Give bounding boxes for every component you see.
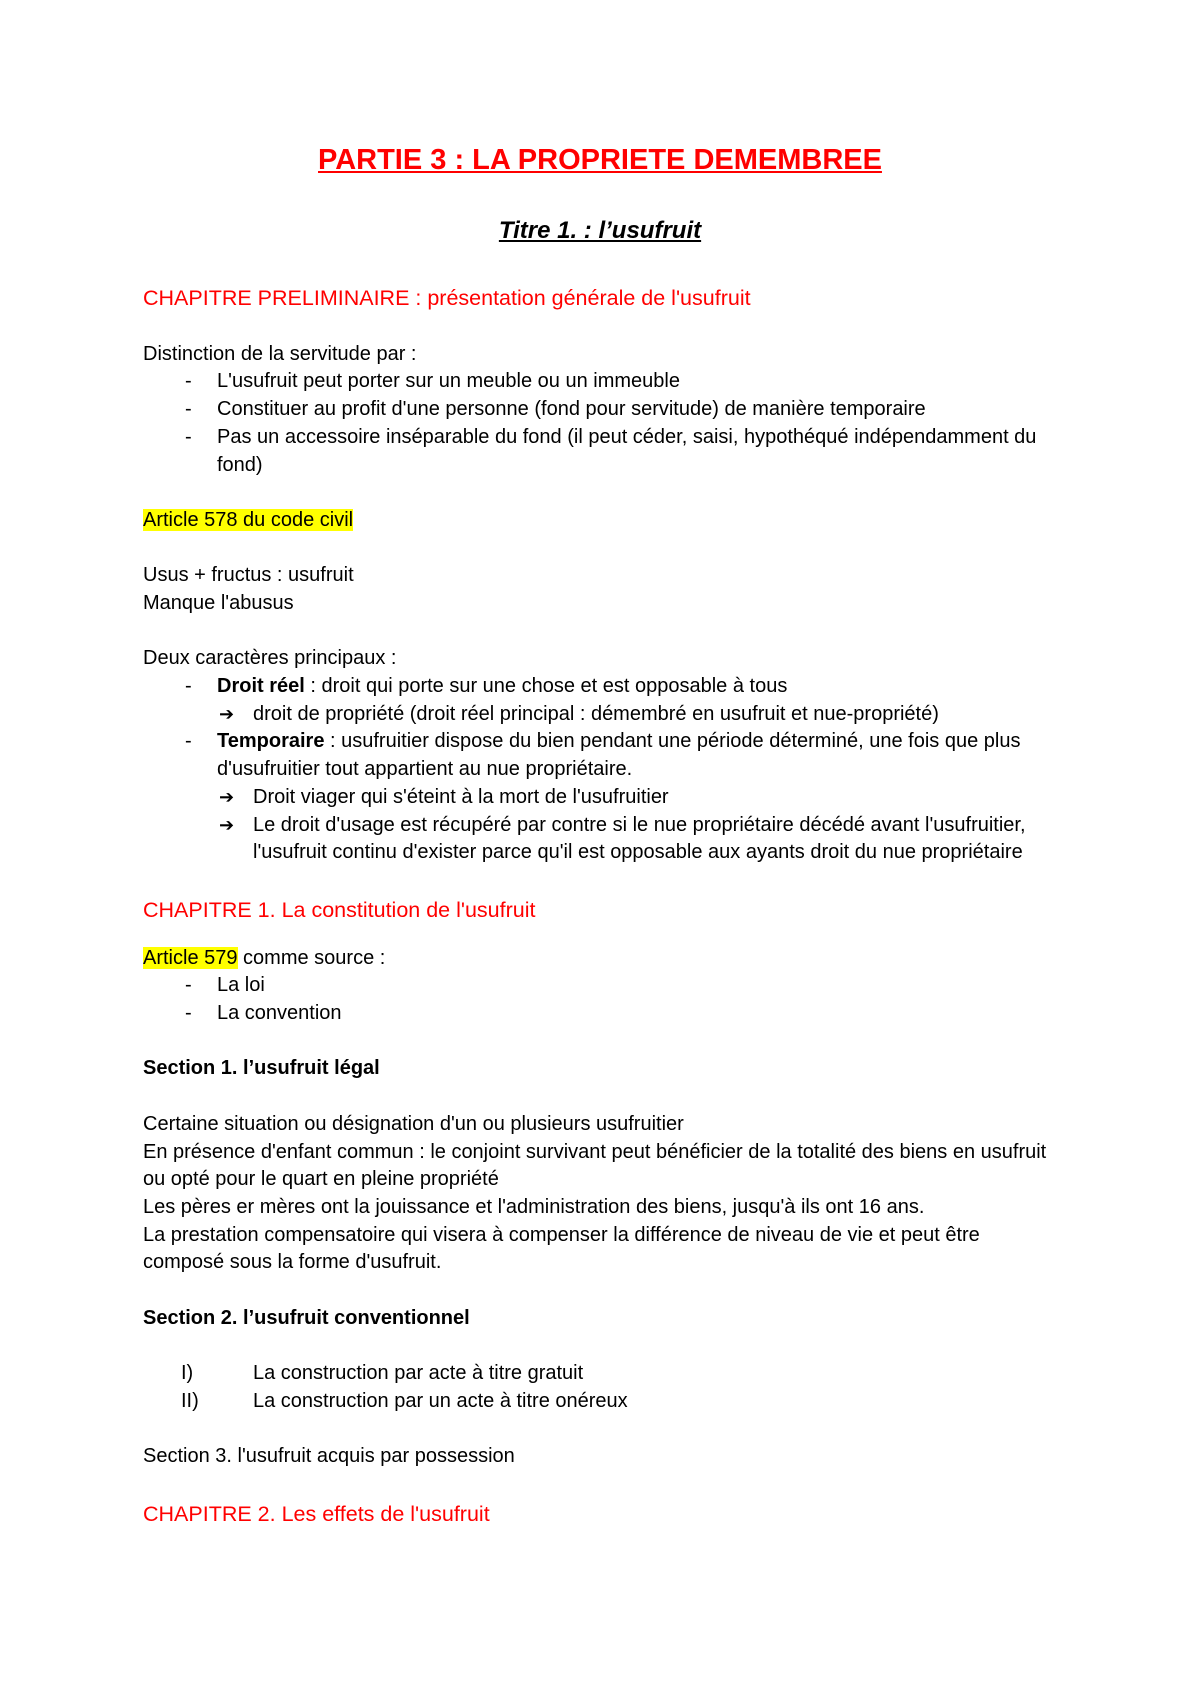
list-item-droit-reel [143, 673, 1063, 701]
list-item: - L'usufruit peut porter sur un meuble ou un immeuble [143, 368, 1063, 396]
temporaire-text: : usufruitier dispose du bien pendant une période déterminé, une fois que plus d'usufruitier tout appartient au nue propriétaire. [217, 730, 1021, 781]
chapter-2-heading: CHAPITRE 2. Les effets de l'usufruit [143, 1501, 490, 1526]
deux-caracteres-intro: Deux caractères principaux : [143, 647, 397, 670]
arrow-item [143, 812, 1063, 867]
distinction-intro: Distinction de la servitude par : [143, 342, 417, 365]
page-title: PARTIE 3 : LA PROPRIETE DEMEMBREE [318, 144, 882, 176]
chapter-preliminaire-heading: CHAPITRE PRELIMINAIRE : présentation générale de l'usufruit [143, 286, 751, 310]
manque-line: Manque l'abusus [143, 591, 294, 614]
roman-numeral: II) [181, 1389, 199, 1412]
roman-item-text: La construction par acte à titre gratuit [253, 1362, 584, 1385]
subtitle: Titre 1. : l’usufruit [498, 217, 702, 244]
roman-numeral: I) [181, 1362, 194, 1385]
section-3-heading: Section 3. l'usufruit acquis par possession [143, 1445, 515, 1468]
paragraph: La prestation compensatoire qui visera à compenser la différence de niveau de vie et peut être composé sous la forme d'usufruit. [143, 1223, 980, 1274]
arrow-item [143, 784, 1063, 812]
roman-item-text: La construction par un acte à titre onéreux [253, 1389, 628, 1412]
article-579-line [143, 945, 1063, 973]
source-text: comme source : [237, 946, 386, 969]
list-item: - La convention [143, 1000, 1063, 1028]
paragraph: En présence d'enfant commun : le conjoint survivant peut bénéficier de la totalité des biens en usufruit ou opté pour le quart en pleine propriété [143, 1140, 1047, 1191]
arrow-item-text: Droit viager qui s'éteint à la mort de l'usufruitier [253, 785, 669, 808]
droit-reel-label: Droit réel [217, 675, 305, 698]
arrow-item-text: droit de propriété (droit réel principal : démembré en usufruit et nue-propriété) [253, 702, 939, 725]
right-arrow-icon: ➔ [219, 814, 235, 835]
list-item-temporaire [143, 728, 1063, 783]
arrow-item [143, 701, 1063, 729]
chapter-1-heading: CHAPITRE 1. La constitution de l'usufruit [143, 897, 536, 922]
paragraph: Certaine situation ou désignation d'un ou plusieurs usufruitier [143, 1112, 684, 1135]
article-579-highlight: Article 579 [143, 946, 238, 969]
list-item: - La loi [143, 972, 1063, 1000]
right-arrow-icon: ➔ [219, 703, 235, 724]
section-1-heading: Section 1. l’usufruit légal [143, 1057, 380, 1080]
arrow-item-text: Le droit d'usage est récupéré par contre si le nue propriétaire décédé avant l'usufruitier, l'usufruit continu d'exister parce qu'il est opposable aux ayants droit du nue propriétaire [253, 813, 1026, 864]
list-item: - Constituer au profit d'une personne (fond pour servitude) de manière temporaire [143, 396, 1063, 424]
section-2-heading: Section 2. l’usufruit conventionnel [143, 1306, 470, 1329]
article-578-highlight: Article 578 du code civil [143, 508, 354, 531]
document-body [143, 283, 1063, 1529]
droit-reel-text: : droit qui porte sur une chose et est opposable à tous [304, 675, 788, 698]
usus-line: Usus + fructus : usufruit [143, 564, 354, 587]
list-item: - Pas un accessoire inséparable du fond (il peut céder, saisi, hypothéqué indépendamment du fond) [143, 424, 1063, 479]
paragraph: Les pères er mères ont la jouissance et l'administration des biens, jusqu'à ils ont 16 ans. [143, 1195, 925, 1218]
roman-list-item [143, 1360, 1063, 1388]
right-arrow-icon: ➔ [219, 786, 235, 807]
temporaire-label: Temporaire [217, 730, 325, 753]
roman-list-item [143, 1388, 1063, 1416]
